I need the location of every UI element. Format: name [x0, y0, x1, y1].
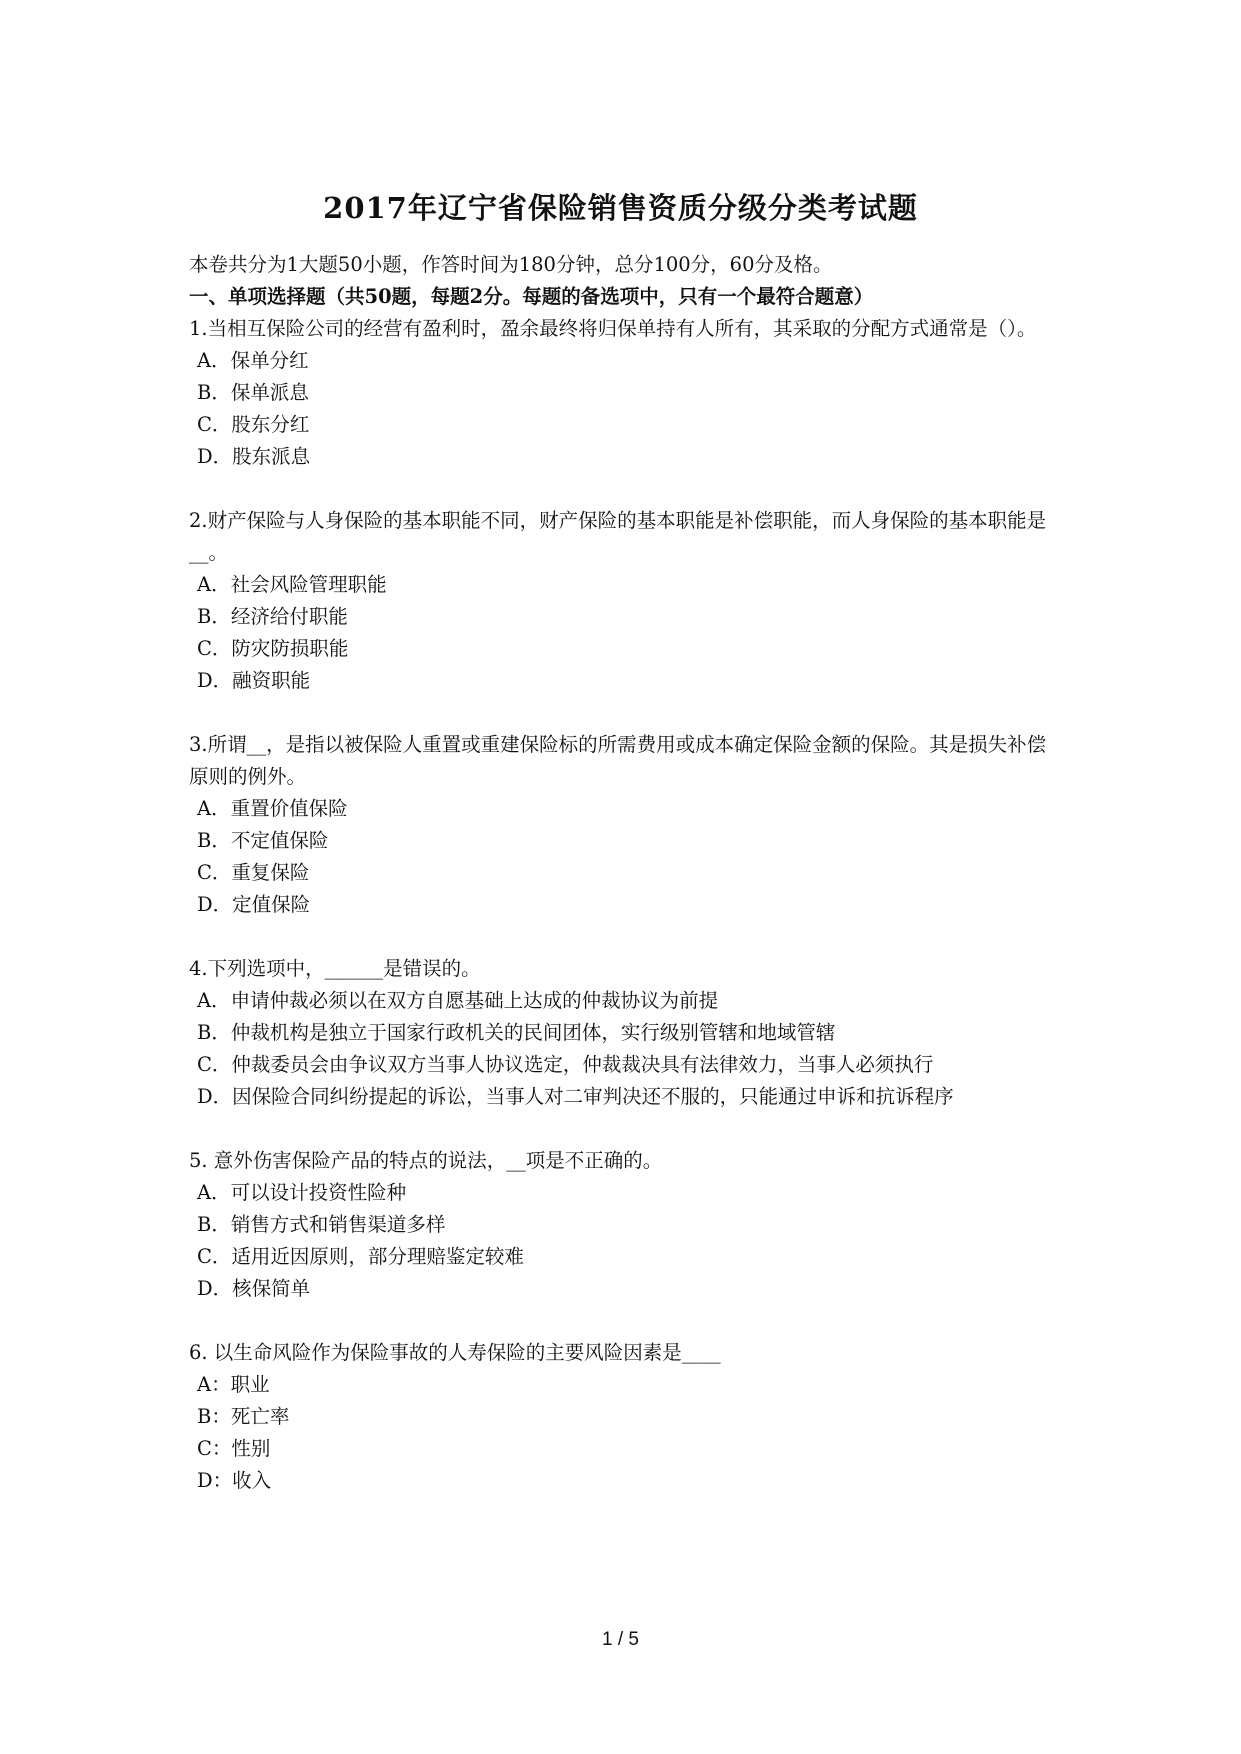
question-2 — [189, 505, 1059, 697]
question-stem: 5. 意外伤害保险产品的特点的说法，__项是不正确的。 — [189, 1149, 663, 1172]
option-c: C．重复保险 — [197, 861, 310, 884]
question-5 — [189, 1145, 1059, 1305]
option-d: D．融资职能 — [197, 669, 311, 692]
option-b: B：死亡率 — [197, 1405, 290, 1428]
option-d: D．定值保险 — [197, 893, 311, 916]
option-a: A．申请仲裁必须以在双方自愿基础上达成的仲裁协议为前提 — [197, 989, 719, 1012]
question-stem: 1.当相互保险公司的经营有盈利时，盈余最终将归保单持有人所有，其采取的分配方式通常是（）。 — [189, 317, 1037, 340]
question-3 — [189, 729, 1059, 921]
document-body — [189, 249, 1059, 1497]
option-d: D．核保简单 — [197, 1277, 311, 1300]
option-a: A．保单分红 — [197, 349, 309, 372]
option-b: B．经济给付职能 — [197, 605, 348, 628]
question-stem: 6. 以生命风险作为保险事故的人寿保险的主要风险因素是____ — [189, 1341, 721, 1364]
option-a: A．社会风险管理职能 — [197, 573, 387, 596]
question-stem: 4.下列选项中，______是错误的。 — [189, 957, 481, 980]
option-d: D：收入 — [197, 1469, 272, 1492]
option-c: C．仲裁委员会由争议双方当事人协议选定，仲裁裁决具有法律效力，当事人必须执行 — [197, 1053, 934, 1076]
option-c: C．防灾防损职能 — [197, 637, 349, 660]
option-b: B．保单派息 — [197, 381, 309, 404]
question-stem: 3.所谓__，是指以被保险人重置或重建保险标的所需费用或成本确定保险金额的保险。其是损失补偿原则的例外。 — [189, 733, 1047, 788]
question-stem: 2.财产保险与人身保险的基本职能不同，财产保险的基本职能是补偿职能，而人身保险的基本职能是__。 — [189, 509, 1047, 564]
option-b: B．销售方式和销售渠道多样 — [197, 1213, 446, 1236]
option-d: D．因保险合同纠纷提起的诉讼，当事人对二审判决还不服的，只能通过申诉和抗诉程序 — [197, 1085, 954, 1108]
option-b: B．仲裁机构是独立于国家行政机关的民间团体，实行级别管辖和地域管辖 — [197, 1021, 836, 1044]
option-c: C．适用近因原则，部分理赔鉴定较难 — [197, 1245, 524, 1268]
section-heading: 一、单项选择题（共50题，每题2分。每题的备选项中，只有一个最符合题意） — [189, 285, 874, 308]
exam-intro: 本卷共分为1大题50小题，作答时间为180分钟，总分100分，60分及格。 — [189, 253, 833, 276]
option-d: D．股东派息 — [197, 445, 311, 468]
option-c: C．股东分红 — [197, 413, 310, 436]
question-4 — [189, 953, 1059, 1113]
option-a: A：职业 — [197, 1373, 270, 1396]
option-b: B．不定值保险 — [197, 829, 329, 852]
document-title: 2017年辽宁省保险销售资质分级分类考试题 — [323, 191, 918, 225]
option-c: C：性别 — [197, 1437, 271, 1460]
question-1 — [189, 313, 1059, 473]
page-number: 1 / 5 — [602, 1629, 639, 1650]
question-6 — [189, 1337, 1059, 1497]
option-a: A．重置价值保险 — [197, 797, 348, 820]
option-a: A．可以设计投资性险种 — [197, 1181, 407, 1204]
